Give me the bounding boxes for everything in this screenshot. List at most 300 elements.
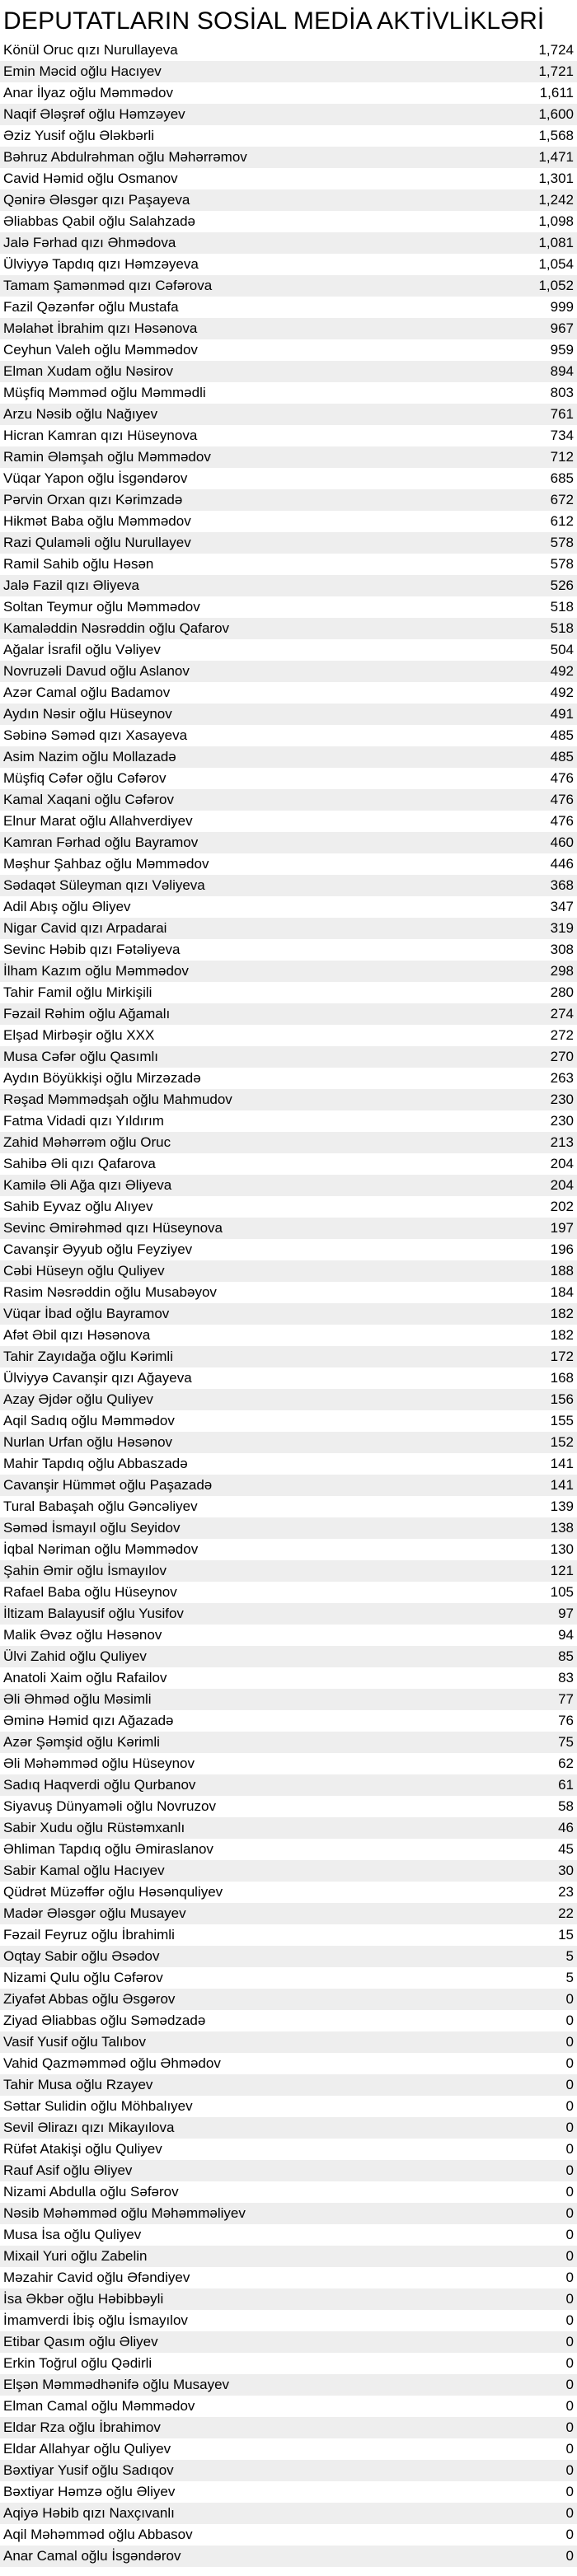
activity-value: 83 [558, 1670, 574, 1685]
deputy-name: Qüdrət Müzəffər oğlu Həsənquliyev [3, 1884, 223, 1900]
activity-value: 0 [565, 2419, 574, 2435]
deputy-name: Cavanşir Əyyub oğlu Feyziyev [3, 1241, 193, 1257]
table-row [0, 1882, 577, 1903]
table-row [0, 554, 577, 575]
deputy-name: Soltan Teymur oğlu Məmmədov [3, 599, 200, 615]
deputy-name: Ülvi Zahid oğlu Quliyev [3, 1648, 147, 1664]
deputy-name: Oqtay Sabir oğlu Əsədov [3, 1948, 160, 1964]
deputy-name: Elman Xudam oğlu Nəsirov [3, 363, 173, 379]
table-row [0, 2031, 577, 2053]
deputy-name: Aqil Sadıq oğlu Məmmədov [3, 1413, 175, 1428]
table-row [0, 1817, 577, 1839]
activity-value: 0 [565, 2141, 574, 2157]
deputy-name: Tahir Zayıdağa oğlu Kərimli [3, 1349, 173, 1364]
table-row [0, 768, 577, 789]
table-row [0, 1967, 577, 1989]
deputy-name: Cavanşir Hümmət oğlu Paşazadə [3, 1477, 213, 1493]
deputy-name: Əminə Həmid qızı Ağazadə [3, 1713, 174, 1728]
activity-value: 156 [550, 1391, 574, 1407]
table-row [0, 1560, 577, 1582]
table-row [0, 2096, 577, 2117]
table-row [0, 2481, 577, 2503]
activity-value: 197 [550, 1220, 574, 1236]
deputy-name: Sədaqət Süleyman qızı Vəliyeva [3, 877, 205, 893]
deputy-name: Sabir Kamal oğlu Hacıyev [3, 1863, 165, 1878]
activity-value: 45 [558, 1841, 574, 1857]
activity-value: 446 [550, 856, 574, 872]
deputy-name: Əhliman Tapdıq oğlu Əmiraslanov [3, 1841, 213, 1857]
deputy-name: Azay Əjdər oğlu Quliyev [3, 1391, 153, 1407]
table-row [0, 2524, 577, 2546]
activity-value: 204 [550, 1156, 574, 1171]
deputy-name: Ceyhun Valeh oğlu Məmmədov [3, 342, 198, 358]
deputy-name: Jalə Fazil qızı Əliyeva [3, 577, 139, 593]
deputy-name: Şahin Əmir oğlu İsmayılov [3, 1563, 167, 1578]
table-row [0, 2503, 577, 2524]
table-row [0, 1753, 577, 1774]
deputy-name: Bəhruz Abdulrəhman oğlu Məhərrəmov [3, 149, 247, 165]
activity-value: 0 [565, 2334, 574, 2349]
activity-value: 77 [558, 1691, 574, 1707]
deputy-name: Tahir Musa oğlu Rzayev [3, 2077, 153, 2092]
deputy-name: Rüfət Atakişi oğlu Quliyev [3, 2141, 162, 2157]
deputy-name: Ülviyyə Tapdıq qızı Həmzəyeva [3, 256, 199, 272]
deputy-name: Azər Şəmşid oğlu Kərimli [3, 1734, 160, 1750]
table-row [0, 661, 577, 682]
deputy-name: Fəzail Feyruz oğlu İbrahimli [3, 1927, 175, 1943]
table-row [0, 1860, 577, 1882]
table-row [0, 961, 577, 982]
table-row [0, 896, 577, 918]
activity-value: 485 [550, 749, 574, 764]
activity-value: 672 [550, 492, 574, 507]
table-row [0, 1346, 577, 1367]
deputy-name: Fəzail Rəhim oğlu Ağamalı [3, 1006, 171, 1022]
table-row [0, 1646, 577, 1667]
deputy-name: Rasim Nəsrəddin oğlu Musabəyov [3, 1284, 217, 1300]
deputy-name: Məzahir Cavid oğlu Əfəndiyev [3, 2270, 190, 2285]
activity-value: 368 [550, 877, 574, 893]
table-row [0, 725, 577, 746]
activity-value: 152 [550, 1434, 574, 1450]
deputy-name: Cavid Həmid oğlu Osmanov [3, 171, 178, 186]
activity-value: 280 [550, 984, 574, 1000]
deputy-name: Elşad Mirbəşir oğlu XXX [3, 1027, 155, 1043]
deputy-name: Nizami Abdulla oğlu Səfərov [3, 2184, 179, 2200]
activity-value: 141 [550, 1456, 574, 1471]
table-row [0, 1003, 577, 1025]
activity-value: 803 [550, 385, 574, 400]
table-row [0, 1153, 577, 1175]
activity-value: 184 [550, 1284, 574, 1300]
table-row [0, 875, 577, 896]
table-row [0, 1282, 577, 1303]
activity-value: 97 [558, 1606, 574, 1621]
activity-value: 1,721 [538, 63, 574, 79]
activity-value: 182 [550, 1306, 574, 1321]
table-row [0, 147, 577, 168]
deputy-name: Cəbi Hüseyn oğlu Quliyev [3, 1263, 165, 1279]
table-row [0, 1539, 577, 1560]
table-row [0, 1924, 577, 1946]
deputy-name: Qənirə Ələsgər qızı Paşayeva [3, 192, 190, 208]
table-row [0, 1496, 577, 1517]
deputy-name: Anatoli Xaim oğlu Rafailov [3, 1670, 167, 1685]
table-row [0, 339, 577, 361]
deputy-name: Anar İlyaz oğlu Məmmədov [3, 85, 173, 101]
activity-value: 1,471 [538, 149, 574, 165]
activity-value: 761 [550, 406, 574, 422]
table-row [0, 1710, 577, 1732]
activity-value: 94 [558, 1627, 574, 1643]
activity-value: 0 [565, 2162, 574, 2178]
deputy-name: Pərvin Orxan qızı Kərimzadə [3, 492, 183, 507]
activity-value: 0 [565, 2034, 574, 2050]
activity-value: 1,301 [538, 171, 574, 186]
activity-value: 272 [550, 1027, 574, 1043]
table-row [0, 682, 577, 704]
table-row [0, 1132, 577, 1153]
table-row [0, 1239, 577, 1260]
table-row [0, 1667, 577, 1689]
table-row [0, 40, 577, 61]
table-row [0, 2353, 577, 2374]
table-row [0, 232, 577, 254]
activity-value: 460 [550, 835, 574, 850]
activity-value: 138 [550, 1520, 574, 1536]
activity-value: 0 [565, 2505, 574, 2521]
deputy-name: Aydın Böyükkişi oğlu Mirzəzadə [3, 1070, 201, 1086]
deputy-name: Səməd İsmayıl oğlu Seyidov [3, 1520, 181, 1536]
activity-value: 30 [558, 1863, 574, 1878]
activity-value: 0 [565, 2120, 574, 2135]
table-row [0, 382, 577, 404]
deputy-name: Tural Babaşah oğlu Gəncəliyev [3, 1498, 198, 1514]
activity-value: 308 [550, 942, 574, 957]
activity-value: 204 [550, 1177, 574, 1193]
table-row [0, 2053, 577, 2074]
activity-value: 155 [550, 1413, 574, 1428]
table-row [0, 361, 577, 382]
deputy-name: Tahir Famil oğlu Mirkişili [3, 984, 152, 1000]
activity-value: 263 [550, 1070, 574, 1086]
deputy-name: Hikmət Baba oğlu Məmmədov [3, 513, 191, 529]
table-row [0, 1625, 577, 1646]
table-row [0, 2417, 577, 2438]
activity-value: 0 [565, 2462, 574, 2478]
activity-value: 172 [550, 1349, 574, 1364]
activity-value: 347 [550, 899, 574, 914]
activity-value: 0 [565, 2077, 574, 2092]
table-row [0, 211, 577, 232]
activity-value: 0 [565, 2184, 574, 2200]
table-row [0, 2117, 577, 2139]
table-row [0, 168, 577, 189]
table-row [0, 1410, 577, 1432]
table-row [0, 125, 577, 147]
activity-value: 1,242 [538, 192, 574, 208]
deputy-name: Eldar Allahyar oğlu Quliyev [3, 2441, 171, 2457]
activity-value: 0 [565, 1991, 574, 2007]
deputy-name: Sevinc Əmirəhməd qızı Hüseynova [3, 1220, 223, 1236]
activity-value: 492 [550, 685, 574, 700]
deputy-name: Əli Məhəmməd oğlu Hüseynov [3, 1756, 195, 1771]
deputy-name: Kamaləddin Nəsrəddin oğlu Qafarov [3, 620, 230, 636]
activity-value: 23 [558, 1884, 574, 1900]
table-row [0, 489, 577, 511]
table-row [0, 1475, 577, 1496]
deputy-name: Səttar Sulidin oğlu Möhbalıyev [3, 2098, 193, 2114]
table-row [0, 2203, 577, 2224]
deputy-name: Razi Qulaməli oğlu Nurullayev [3, 535, 191, 550]
deputy-name: İqbal Nəriman oğlu Məmmədov [3, 1541, 199, 1557]
activity-value: 712 [550, 449, 574, 465]
deputy-name: Könül Oruc qızı Nurullayeva [3, 42, 178, 58]
deputy-name: Asim Nazim oğlu Mollazadə [3, 749, 176, 764]
activity-value: 1,052 [538, 278, 574, 293]
table-row [0, 1196, 577, 1218]
activity-value: 0 [565, 2398, 574, 2414]
deputy-name: Əziz Yusif oğlu Ələkbərli [3, 128, 155, 143]
activity-value: 485 [550, 727, 574, 743]
table-row [0, 1218, 577, 1239]
deputy-name: Naqif Ələşrəf oğlu Həmzəyev [3, 106, 185, 122]
deputy-name: İltizam Balayusif oğlu Yusifov [3, 1606, 184, 1621]
table-row [0, 2139, 577, 2160]
deputy-name: Ülviyyə Cavanşir qızı Ağayeva [3, 1370, 192, 1386]
activity-value: 492 [550, 663, 574, 679]
activity-value: 5 [565, 1970, 574, 1985]
activity-value: 476 [550, 770, 574, 786]
table-row [0, 1025, 577, 1046]
table-row [0, 1582, 577, 1603]
data-table [0, 40, 577, 2567]
activity-value: 188 [550, 1263, 574, 1279]
activity-value: 202 [550, 1199, 574, 1214]
table-row [0, 1068, 577, 1089]
deputy-name: Sabir Xudu oğlu Rüstəmxanlı [3, 1820, 185, 1835]
deputy-name: Fatma Vidadi qızı Yıldırım [3, 1113, 164, 1129]
deputy-name: Kamran Fərhad oğlu Bayramov [3, 835, 199, 850]
activity-value: 1,724 [538, 42, 574, 58]
table-row [0, 1603, 577, 1625]
deputy-name: Hicran Kamran qızı Hüseynova [3, 428, 198, 443]
deputy-name: Bəxtiyar Həmzə oğlu Əliyev [3, 2484, 176, 2499]
deputy-name: Eldar Rza oğlu İbrahimov [3, 2419, 161, 2435]
table-row [0, 2310, 577, 2331]
table-row [0, 2160, 577, 2181]
deputy-name: Madər Ələsgər oğlu Musayev [3, 1905, 186, 1921]
activity-value: 959 [550, 342, 574, 358]
deputy-name: İmamverdi İbiş oğlu İsmayılov [3, 2312, 188, 2328]
activity-value: 182 [550, 1327, 574, 1343]
activity-value: 213 [550, 1134, 574, 1150]
deputy-name: Ziyafət Abbas oğlu Əsgərov [3, 1991, 176, 2007]
activity-value: 491 [550, 706, 574, 722]
activity-value: 230 [550, 1092, 574, 1107]
activity-value: 0 [565, 2291, 574, 2307]
table-row [0, 275, 577, 297]
deputy-name: Emin Məcid oğlu Hacıyev [3, 63, 162, 79]
activity-value: 1,054 [538, 256, 574, 272]
activity-value: 0 [565, 2527, 574, 2542]
table-row [0, 1325, 577, 1346]
activity-value: 0 [565, 2205, 574, 2221]
table-row [0, 918, 577, 939]
table-row [0, 1367, 577, 1389]
activity-value: 967 [550, 320, 574, 336]
activity-value: 61 [558, 1777, 574, 1793]
activity-value: 1,081 [538, 235, 574, 250]
activity-value: 476 [550, 792, 574, 807]
table-row [0, 746, 577, 768]
activity-value: 0 [565, 2270, 574, 2285]
deputy-name: Elnur Marat oğlu Allahverdiyev [3, 813, 193, 829]
deputy-name: Səbinə Səməd qızı Xasayeva [3, 727, 188, 743]
table-row [0, 2331, 577, 2353]
table-row [0, 425, 577, 446]
deputy-name: Etibar Qasım oğlu Əliyev [3, 2334, 158, 2349]
activity-value: 130 [550, 1541, 574, 1557]
table-row [0, 189, 577, 211]
activity-value: 518 [550, 620, 574, 636]
activity-value: 999 [550, 299, 574, 315]
deputy-name: Vüqar Yapon oğlu İsgəndərov [3, 470, 188, 486]
table-row [0, 939, 577, 961]
table-row [0, 596, 577, 618]
activity-value: 105 [550, 1584, 574, 1600]
deputy-name: Vasif Yusif oğlu Talıbov [3, 2034, 146, 2050]
deputy-name: Nəsib Məhəmməd oğlu Məhəmməliyev [3, 2205, 246, 2221]
table-row [0, 618, 577, 639]
deputy-name: Ramil Sahib oğlu Həsən [3, 556, 154, 572]
table-row [0, 297, 577, 318]
deputy-name: Sahibə Əli qızı Qafarova [3, 1156, 156, 1171]
deputy-name: Sevil Əlirazı qızı Mikayılova [3, 2120, 175, 2135]
table-row [0, 575, 577, 596]
table-row [0, 789, 577, 811]
table-row [0, 1774, 577, 1796]
table-row [0, 704, 577, 725]
table-row [0, 1732, 577, 1753]
deputy-name: Zahid Məhərrəm oğlu Oruc [3, 1134, 171, 1150]
table-row [0, 1453, 577, 1475]
deputy-name: Afət Əbil qızı Həsənova [3, 1327, 151, 1343]
activity-value: 75 [558, 1734, 574, 1750]
table-row [0, 446, 577, 468]
activity-value: 15 [558, 1927, 574, 1943]
activity-value: 578 [550, 556, 574, 572]
activity-value: 0 [565, 2312, 574, 2328]
deputy-name: Aydın Nəsir oğlu Hüseynov [3, 706, 172, 722]
deputy-name: Kamal Xaqani oğlu Cəfərov [3, 792, 174, 807]
deputy-name: Əliabbas Qabil oğlu Salahzadə [3, 213, 196, 229]
deputy-name: Tamam Şamənməd qızı Cəfərova [3, 278, 213, 293]
activity-value: 168 [550, 1370, 574, 1386]
activity-value: 476 [550, 813, 574, 829]
activity-value: 139 [550, 1498, 574, 1514]
activity-value: 526 [550, 577, 574, 593]
activity-value: 0 [565, 2441, 574, 2457]
table-row [0, 1946, 577, 1967]
deputy-name: Siyavuş Dünyaməli oğlu Novruzov [3, 1798, 216, 1814]
table-row [0, 2374, 577, 2396]
table-row [0, 1796, 577, 1817]
deputy-name: Elman Camal oğlu Məmmədov [3, 2398, 195, 2414]
table-row [0, 2396, 577, 2417]
deputy-name: Məşhur Şahbaz oğlu Məmmədov [3, 856, 209, 872]
deputy-name: Malik Əvəz oğlu Həsənov [3, 1627, 162, 1643]
table-row [0, 1175, 577, 1196]
activity-value: 0 [565, 2355, 574, 2371]
deputy-name: Vüqar İbad oğlu Bayramov [3, 1306, 170, 1321]
activity-value: 1,098 [538, 213, 574, 229]
table-row [0, 318, 577, 339]
activity-value: 274 [550, 1006, 574, 1022]
deputy-name: Sadıq Haqverdi oğlu Qurbanov [3, 1777, 196, 1793]
table-row [0, 104, 577, 125]
deputy-name: Arzu Nəsib oğlu Nağıyev [3, 406, 158, 422]
deputy-name: Aqiyə Həbib qızı Naxçıvanlı [3, 2505, 175, 2521]
table-row [0, 254, 577, 275]
deputy-name: İsa Əkbər oğlu Həbibbəyli [3, 2291, 164, 2307]
deputy-name: Musa İsa oğlu Quliyev [3, 2227, 142, 2242]
deputy-name: Nizami Qulu oğlu Cəfərov [3, 1970, 163, 1985]
table-row [0, 404, 577, 425]
activity-value: 230 [550, 1113, 574, 1129]
activity-value: 1,568 [538, 128, 574, 143]
table-row [0, 639, 577, 661]
deputy-name: Ziyad Əliabbas oğlu Səmədzadə [3, 2013, 206, 2028]
activity-value: 734 [550, 428, 574, 443]
deputy-name: Rauf Asif oğlu Əliyev [3, 2162, 133, 2178]
table-row [0, 2181, 577, 2203]
table-row [0, 532, 577, 554]
deputy-name: Sevinc Həbib qızı Fətəliyeva [3, 942, 181, 957]
activity-value: 62 [558, 1756, 574, 1771]
activity-value: 22 [558, 1905, 574, 1921]
page-title: DEPUTATLARIN SOSİAL MEDİA AKTİVLİKLƏRİ [3, 7, 545, 35]
table-row [0, 1260, 577, 1282]
deputy-name: Rafael Baba oğlu Hüseynov [3, 1584, 177, 1600]
deputy-name: Elşən Məmmədhənifə oğlu Musayev [3, 2377, 230, 2392]
activity-value: 0 [565, 2098, 574, 2114]
table-row [0, 811, 577, 832]
activity-value: 518 [550, 599, 574, 615]
deputy-name: Adil Abış oğlu Əliyev [3, 899, 131, 914]
deputy-name: Azər Camal oğlu Badamov [3, 685, 171, 700]
table-row [0, 2288, 577, 2310]
table-row [0, 1089, 577, 1110]
activity-value: 5 [565, 1948, 574, 1964]
activity-value: 196 [550, 1241, 574, 1257]
deputy-name: Əli Əhməd oğlu Məsimli [3, 1691, 152, 1707]
activity-value: 270 [550, 1049, 574, 1064]
activity-value: 0 [565, 2227, 574, 2242]
deputy-name: Musa Cəfər oğlu Qasımlı [3, 1049, 159, 1064]
deputy-name: Ağalar İsrafil oğlu Vəliyev [3, 642, 161, 657]
table-row [0, 1689, 577, 1710]
activity-value: 121 [550, 1563, 574, 1578]
activity-value: 0 [565, 2548, 574, 2564]
deputy-name: Aqil Məhəmməd oğlu Abbasov [3, 2527, 193, 2542]
deputy-name: Müşfiq Cəfər oğlu Cəfərov [3, 770, 167, 786]
table-row [0, 468, 577, 489]
deputy-name: Mahir Tapdıq oğlu Abbaszadə [3, 1456, 188, 1471]
deputy-name: Nigar Cavid qızı Arpadarai [3, 920, 167, 936]
table-row [0, 2074, 577, 2096]
deputy-name: Ramin Ələmşah oğlu Məmmədov [3, 449, 211, 465]
